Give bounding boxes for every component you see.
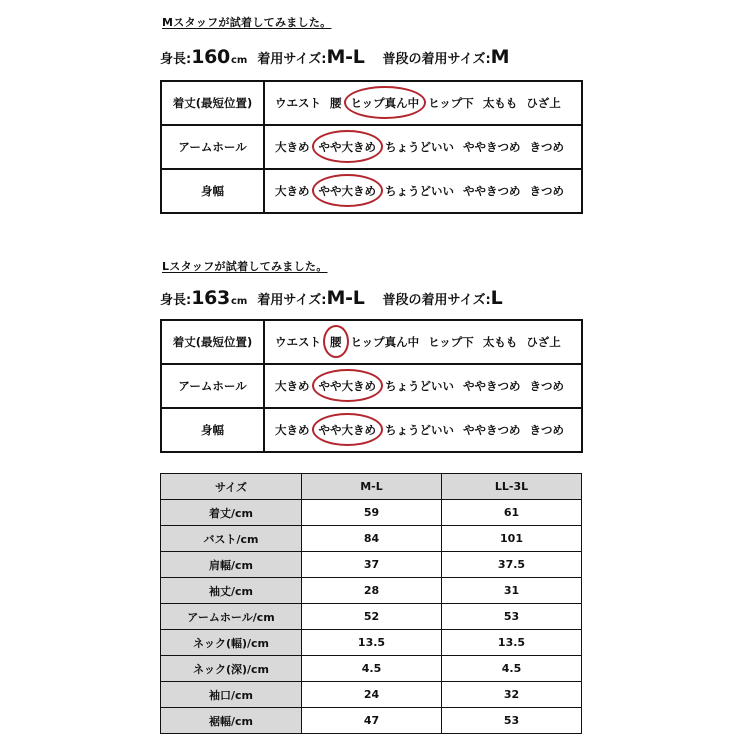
fit-option: ウエスト [275,335,321,349]
fit-option-selected: やや大きめ [318,140,376,154]
value-cell: 24 [302,682,442,708]
height-unit: cm [230,296,248,307]
fit-row-label: 着丈(最短位置) [161,81,264,125]
table-row [161,630,582,656]
fit-row [161,320,582,364]
table-row [161,708,582,734]
worn-size-label: 着用サイズ: [257,52,327,67]
fit-option-selected: やや大きめ [318,423,376,437]
table-row [161,604,582,630]
value-cell: 52 [302,604,442,630]
row-header-cell: 袖口/cm [161,682,302,708]
fit-option: 大きめ [275,184,310,198]
fit-options [264,125,582,169]
row-header-cell: 袖丈/cm [161,578,302,604]
row-header-cell: アームホール/cm [161,604,302,630]
row-header-cell: 裾幅/cm [161,708,302,734]
header-cell: サイズ [161,474,302,500]
value-cell: 32 [442,682,582,708]
size-table-header [161,474,582,500]
value-cell: 37 [302,552,442,578]
fit-options [264,408,582,452]
fit-options [264,364,582,408]
value-cell: 53 [442,604,582,630]
staff-m-fit-table [160,80,583,214]
header-cell: LL-3L [442,474,582,500]
fit-row-label: 身幅 [161,169,264,213]
fit-option: きつめ [529,140,564,154]
fit-option: 大きめ [275,140,310,154]
value-cell: 84 [302,526,442,552]
fit-option-selected: ヒップ真ん中 [350,96,420,110]
fit-options [264,320,582,364]
value-cell: 59 [302,500,442,526]
fit-option: ひざ上 [526,335,561,349]
value-cell: 4.5 [442,656,582,682]
fit-option: ややきつめ [463,423,521,437]
staff-l-fit-table [160,319,583,453]
staff-m-heading: Mスタッフが試着してみました。 [162,16,332,29]
fit-option: ヒップ下 [428,96,474,110]
fit-option: ややきつめ [463,140,521,154]
fit-option: 太もも [482,335,518,349]
value-cell: 4.5 [302,656,442,682]
fit-option: 大きめ [275,423,310,437]
fit-option-selected: やや大きめ [318,184,376,198]
row-header-cell: 肩幅/cm [161,552,302,578]
fit-row-label: アームホール [161,364,264,408]
fit-option: ちょうどいい [385,423,454,437]
fit-option: きつめ [529,184,564,198]
value-cell: 47 [302,708,442,734]
height-label: 身長: [160,293,192,308]
value-cell: 53 [442,708,582,734]
value-cell: 31 [442,578,582,604]
fit-option: ヒップ真ん中 [350,335,420,349]
fit-option: ちょうどいい [385,379,454,393]
staff-l-heading: Lスタッフが試着してみました。 [162,260,328,273]
value-cell: 101 [442,526,582,552]
fit-row-label: 身幅 [161,408,264,452]
worn-size-value: M-L [326,46,365,68]
fit-option: きつめ [529,423,564,437]
fit-row-label: アームホール [161,125,264,169]
usual-size-value: M [490,46,510,68]
fit-row-label: 着丈(最短位置) [161,320,264,364]
height-label: 身長: [160,52,192,67]
staff-l-stats [160,287,502,309]
fit-row [161,364,582,408]
table-row [161,552,582,578]
fit-row [161,81,582,125]
fit-option: 太もも [482,96,518,110]
fit-row [161,169,582,213]
usual-size-label: 普段の着用サイズ: [382,52,491,67]
value-cell: 61 [442,500,582,526]
fit-option: ちょうどいい [385,140,454,154]
row-header-cell: 着丈/cm [161,500,302,526]
table-row [161,578,582,604]
value-cell: 28 [302,578,442,604]
worn-size-label: 着用サイズ: [257,293,327,308]
height-unit: cm [230,55,248,66]
usual-size-value: L [490,287,503,309]
header-cell: M-L [302,474,442,500]
height-value: 163 [191,287,230,309]
fit-option: ひざ上 [526,96,561,110]
fit-option: ややきつめ [463,184,521,198]
fit-option-selected: 腰 [330,335,342,349]
fit-option: 腰 [330,96,342,110]
row-header-cell: ネック(深)/cm [161,656,302,682]
worn-size-value: M-L [326,287,365,309]
fit-option: ちょうどいい [385,184,454,198]
fit-option: 大きめ [275,379,310,393]
table-row [161,500,582,526]
value-cell: 13.5 [302,630,442,656]
fit-option: きつめ [529,379,564,393]
fit-option: ヒップ下 [428,335,474,349]
size-table [160,473,582,734]
fit-row [161,125,582,169]
fit-option: ややきつめ [463,379,521,393]
usual-size-label: 普段の着用サイズ: [382,293,491,308]
table-row [161,526,582,552]
value-cell: 37.5 [442,552,582,578]
row-header-cell: バスト/cm [161,526,302,552]
value-cell: 13.5 [442,630,582,656]
staff-m-stats [160,46,509,68]
fit-row [161,408,582,452]
fit-options [264,81,582,125]
fit-option: ウエスト [275,96,321,110]
fit-option-selected: やや大きめ [318,379,376,393]
fit-options [264,169,582,213]
table-row [161,682,582,708]
table-row [161,656,582,682]
row-header-cell: ネック(幅)/cm [161,630,302,656]
height-value: 160 [191,46,230,68]
